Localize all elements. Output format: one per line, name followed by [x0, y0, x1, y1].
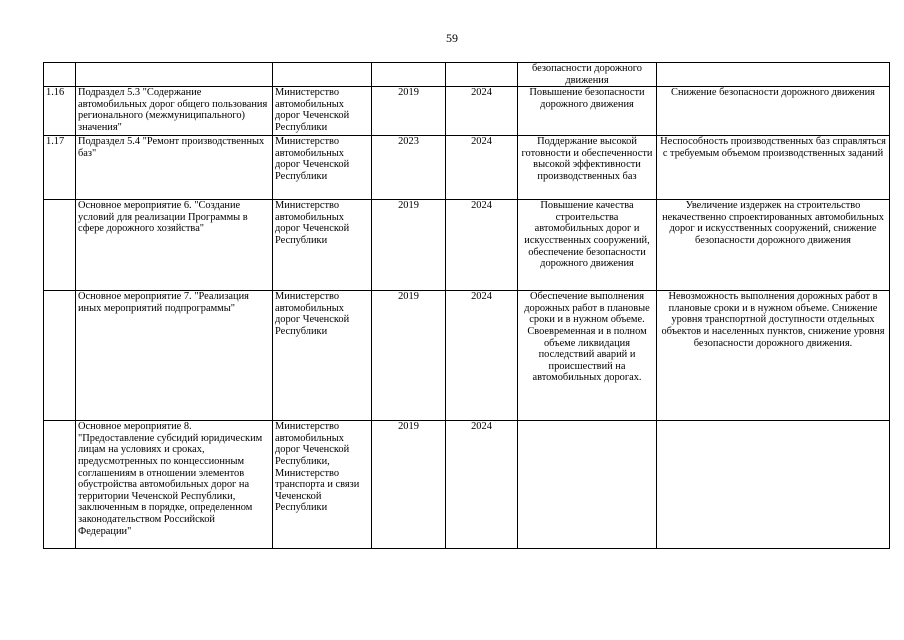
start-year-cell	[372, 87, 446, 136]
expected-result-cell	[518, 200, 657, 291]
end-year-cell	[446, 63, 518, 87]
table-row	[44, 291, 890, 421]
expected-result-text: безопасности дорожного движения	[532, 63, 642, 86]
row-number-cell	[44, 291, 76, 421]
end-year-text: 2024	[471, 136, 492, 148]
measures-table	[43, 62, 890, 549]
table-row	[44, 87, 890, 136]
expected-result-cell	[518, 291, 657, 421]
measure-name-cell	[76, 291, 273, 421]
executor-cell	[273, 200, 372, 291]
end-year-cell	[446, 87, 518, 136]
expected-result-cell	[518, 136, 657, 200]
measure-name-cell	[76, 136, 273, 200]
measure-name-cell	[76, 200, 273, 291]
start-year-cell	[372, 63, 446, 87]
start-year-cell	[372, 291, 446, 421]
end-year-text: 2024	[471, 421, 492, 433]
executor-text: Министерство автомобильных дорог Чеченской Республики	[275, 136, 350, 182]
expected-result-cell	[518, 87, 657, 136]
start-year-cell	[372, 421, 446, 549]
end-year-text: 2024	[471, 291, 492, 303]
measure-name-cell	[76, 421, 273, 549]
table-row	[44, 200, 890, 291]
measure-name-text: Основное мероприятие 8. "Предоставление субсидий юридическим лицам на условиях и сроках, предусмотренных по концессионным соглашениям в отношении элементов обустройства автомобильных дорог на территории Чеченской Республики, заключенным в порядке, определенном законодательством Российской Федерации"	[78, 421, 263, 537]
executor-text: Министерство автомобильных дорог Чеченской Республики	[275, 87, 350, 133]
row-number-text: 1.17	[46, 136, 65, 148]
table-row	[44, 136, 890, 200]
measure-name-text: Основное мероприятие 6. "Создание условий для реализации Программы в сфере дорожного хозяйства"	[78, 200, 248, 235]
measure-name-cell	[76, 63, 273, 87]
consequences-cell	[657, 291, 890, 421]
consequences-text: Неспособность производственных баз справляться с требуемым объемом производственных заданий	[660, 136, 886, 159]
consequences-cell	[657, 136, 890, 200]
start-year-cell	[372, 200, 446, 291]
expected-result-text: Повышение качества строительства автомобильных дорог и искусственных сооружений, обеспечение безопасности дорожного движения	[524, 200, 650, 270]
start-year-text: 2019	[398, 87, 419, 99]
expected-result-cell	[518, 63, 657, 87]
row-number-cell	[44, 200, 76, 291]
executor-text: Министерство автомобильных дорог Чеченской Республики	[275, 291, 350, 337]
executor-cell	[273, 291, 372, 421]
table-row	[44, 421, 890, 549]
end-year-text: 2024	[471, 200, 492, 212]
executor-cell	[273, 136, 372, 200]
row-number-cell	[44, 421, 76, 549]
expected-result-text: Обеспечение выполнения дорожных работ в плановые сроки и в нужном объеме. Своевременная и в полном объеме ликвидация последствий аварий и происшествий на автомобильных дорогах.	[524, 291, 650, 384]
end-year-cell	[446, 421, 518, 549]
measure-name-text: Подраздел 5.3 "Содержание автомобильных дорог общего пользования регионального (межмуниципального) значения"	[78, 87, 268, 133]
consequences-text: Невозможность выполнения дорожных работ в плановые сроки и в нужном объеме. Снижение уровня транспортной доступности отдельных объектов и населенных пунктов, снижение уровня безопасности дорожного движения.	[661, 291, 885, 349]
measure-name-cell	[76, 87, 273, 136]
row-number-cell	[44, 63, 76, 87]
page-number: 59	[446, 31, 458, 45]
consequences-text: Увеличение издержек на строительство некачественно спроектированных автомобильных дорог и искусственных сооружений, снижение безопасности дорожного движения	[662, 200, 884, 246]
start-year-text: 2019	[398, 200, 419, 212]
consequences-cell	[657, 421, 890, 549]
start-year-text: 2023	[398, 136, 419, 148]
consequences-cell	[657, 87, 890, 136]
end-year-text: 2024	[471, 87, 492, 99]
executor-cell	[273, 421, 372, 549]
start-year-text: 2019	[398, 421, 419, 433]
row-number-cell	[44, 87, 76, 136]
expected-result-text: Поддержание высокой готовности и обеспеченности высокой эффективности производственных баз	[521, 136, 653, 182]
end-year-cell	[446, 200, 518, 291]
row-number-cell	[44, 136, 76, 200]
executor-cell	[273, 87, 372, 136]
consequences-cell	[657, 63, 890, 87]
end-year-cell	[446, 136, 518, 200]
start-year-cell	[372, 136, 446, 200]
expected-result-text: Повышение безопасности дорожного движения	[529, 87, 645, 110]
consequences-text: Снижение безопасности дорожного движения	[671, 87, 875, 99]
consequences-cell	[657, 200, 890, 291]
measure-name-text: Основное мероприятие 7. "Реализация иных мероприятий подпрограммы"	[78, 291, 249, 314]
end-year-cell	[446, 291, 518, 421]
table-row	[44, 63, 890, 87]
measure-name-text: Подраздел 5.4 "Ремонт производственных баз"	[78, 136, 265, 159]
row-number-text: 1.16	[46, 87, 65, 99]
executor-text: Министерство автомобильных дорог Чеченской Республики, Министерство транспорта и связи Чеченской Республики	[275, 421, 360, 514]
executor-text: Министерство автомобильных дорог Чеченской Республики	[275, 200, 350, 246]
executor-cell	[273, 63, 372, 87]
expected-result-cell	[518, 421, 657, 549]
start-year-text: 2019	[398, 291, 419, 303]
